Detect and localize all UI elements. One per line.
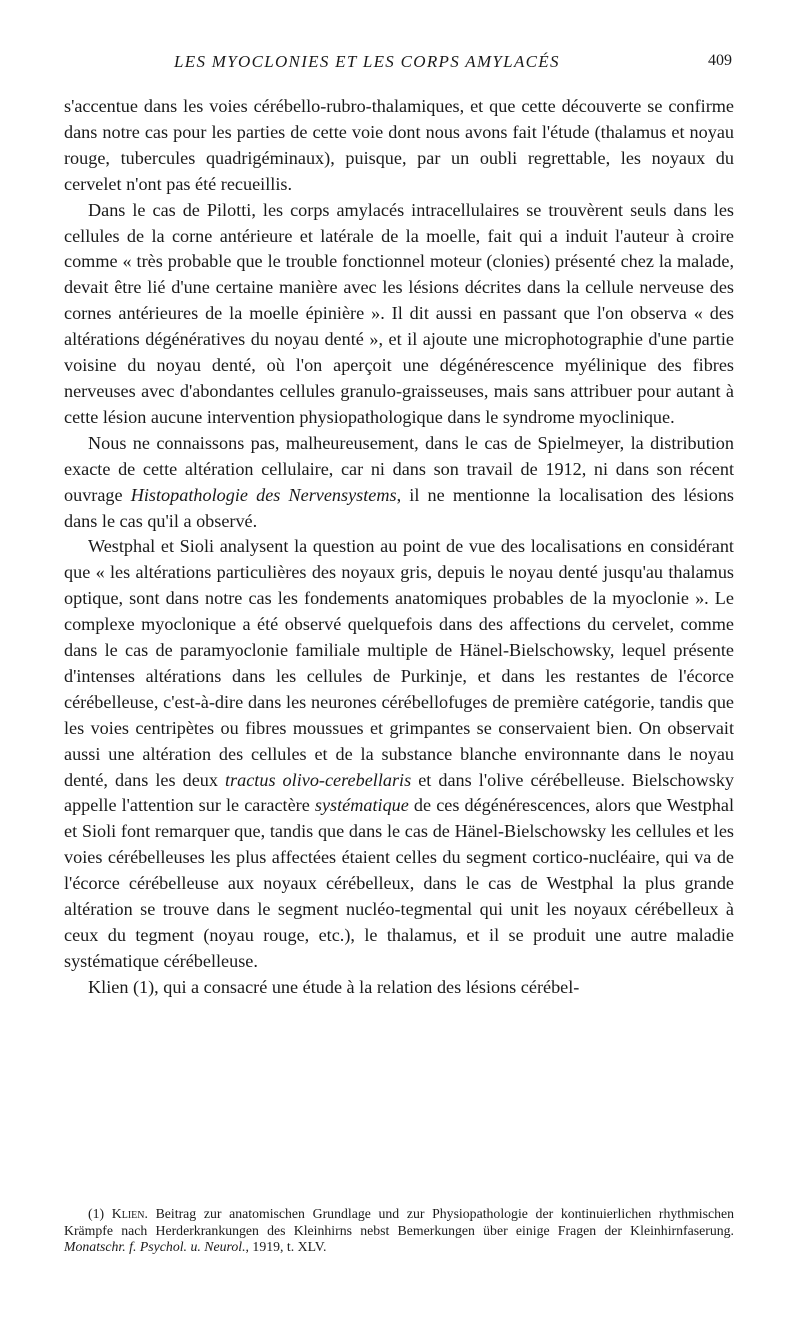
footnote-marker: (1) [88, 1206, 112, 1221]
footnote-text: , 1919, t. XLV. [245, 1239, 327, 1255]
emphasis-term: systématique [314, 795, 409, 816]
paragraph-spielmeyer [64, 431, 734, 535]
paragraph-text: Westphal et Sioli analysent la question au point de vue des localisations en considérant que « les altérations particulières des noyaux gris, depuis le noyau denté jusqu'au thalamus optique, sont dans notre cas les fondements anatomiques probables de la myoclonie ». Le complexe myoclonique a été observé quelquefois dans des affections du cervelet, comme dans le cas de paramyoclonie familiale multiple de Hänel-Bielschowsky, lequel présente d'intenses altérations dans les cellules de Purkinje, et dans les restantes de l'écorce cérébelleuse, c'est-à-dire dans les neurones cérébellofuges de première catégorie, tandis que les voies centripètes ou fibres moussues et grimpantes se conservaient bien. On observait aussi une altération des cellules et de la substance blanche environnante dans le noyau denté, dans les deux [64, 536, 734, 790]
paragraph-pilotti: Dans le cas de Pilotti, les corps amylacés intracellulaires se trouvèrent seuls dans les cellules de la corne antérieure et latérale de la moelle, fait qui a induit l'auteur à croire comme « très probable que le trouble fonctionnel moteur (clonies) présenté chez la malade, devait être lié d'une certaine manière avec les lésions décrites dans la cellule nerveuse des cornes antérieures de la moelle épinière ». Il dit aussi en passant que l'on observa « des altérations dégénératives du noyau denté », et il ajoute une microphotographie d'une partie voisine du noyau denté, où l'on aperçoit une dégénérescence myélinique des fibres nerveuses avec d'abondantes cellules granulo-graisseuses, mais sans attribuer pour autant à cette lésion aucune intervention physiopathologique dans le syndrome myoclinique. [64, 199, 734, 427]
running-header [64, 52, 736, 78]
paragraph-text: et dans l'olive cérébelleuse. Bielschowsky appelle l'attention sur le caractère [64, 769, 735, 816]
footnote-text: . Beitrag zur anatomischen Grundlage und zur Physiopathologie der kontinuierlichen rhythmischen Krämpfe nach Herderkrankungen des Kleinhirns nebst Bemerkungen über einige Fragen der Kleinhirnfaserung. [64, 1206, 734, 1238]
paragraph-text: de ces dégénérescences, alors que Westphal et Sioli font remarquer que, tandis que dans le cas de Hänel-Bielschowsky les cellules et les voies cérébelleuses les plus affectées étaient celles du segment cortico-nucléaire, qui va de l'écorce cérébelleuse aux noyaux cérébelleux, dans le cas de Westphal la plus grande altération se trouve dans le segment nucléo-tegmental qui unit les noyaux cérébelleux à ceux du tegment (noyau rouge, etc.), le thalamus, et il se produit une autre maladie systématique cérébelleuse. [64, 795, 734, 971]
running-title: LES MYOCLONIES ET LES CORPS AMYLACÉS [174, 52, 560, 71]
footnote-entry [64, 1206, 734, 1256]
journal-title: Monatschr. f. Psychol. u. Neurol. [64, 1239, 246, 1255]
paragraph-continued: s'accentue dans les voies cérébello-rubro-thalamiques, et que cette découverte se confirme dans notre cas pour les parties de cette voie dont nous avons fait l'étude (thalamus et noyau rouge, tubercules quadrigéminaux), puisque, par un oubli regrettable, les noyaux du cervelet n'ont pas été recueillis. [64, 96, 734, 194]
paragraph-westphal-sioli [64, 534, 734, 974]
footnote-author: Klien [111, 1206, 145, 1221]
body-text [64, 94, 734, 1001]
paragraph-text: Nous ne connaissons pas, malheureusement, dans le cas de Spielmeyer, la distribution exacte de cette altération cellulaire, car ni dans son travail de 1912, ni dans son récent ouvrage [64, 432, 734, 505]
book-title: Histopathologie des Nervensystems [130, 484, 397, 505]
page-number: 409 [708, 52, 732, 69]
paragraph-text: , il ne mentionne la localisation des lésions dans le cas qu'il a observé. [64, 484, 735, 531]
paragraph-klien: Klien (1), qui a consacré une étude à la relation des lésions cérébel- [88, 976, 580, 997]
footnote [64, 1206, 734, 1256]
latin-term: tractus olivo-cerebellaris [225, 769, 412, 790]
